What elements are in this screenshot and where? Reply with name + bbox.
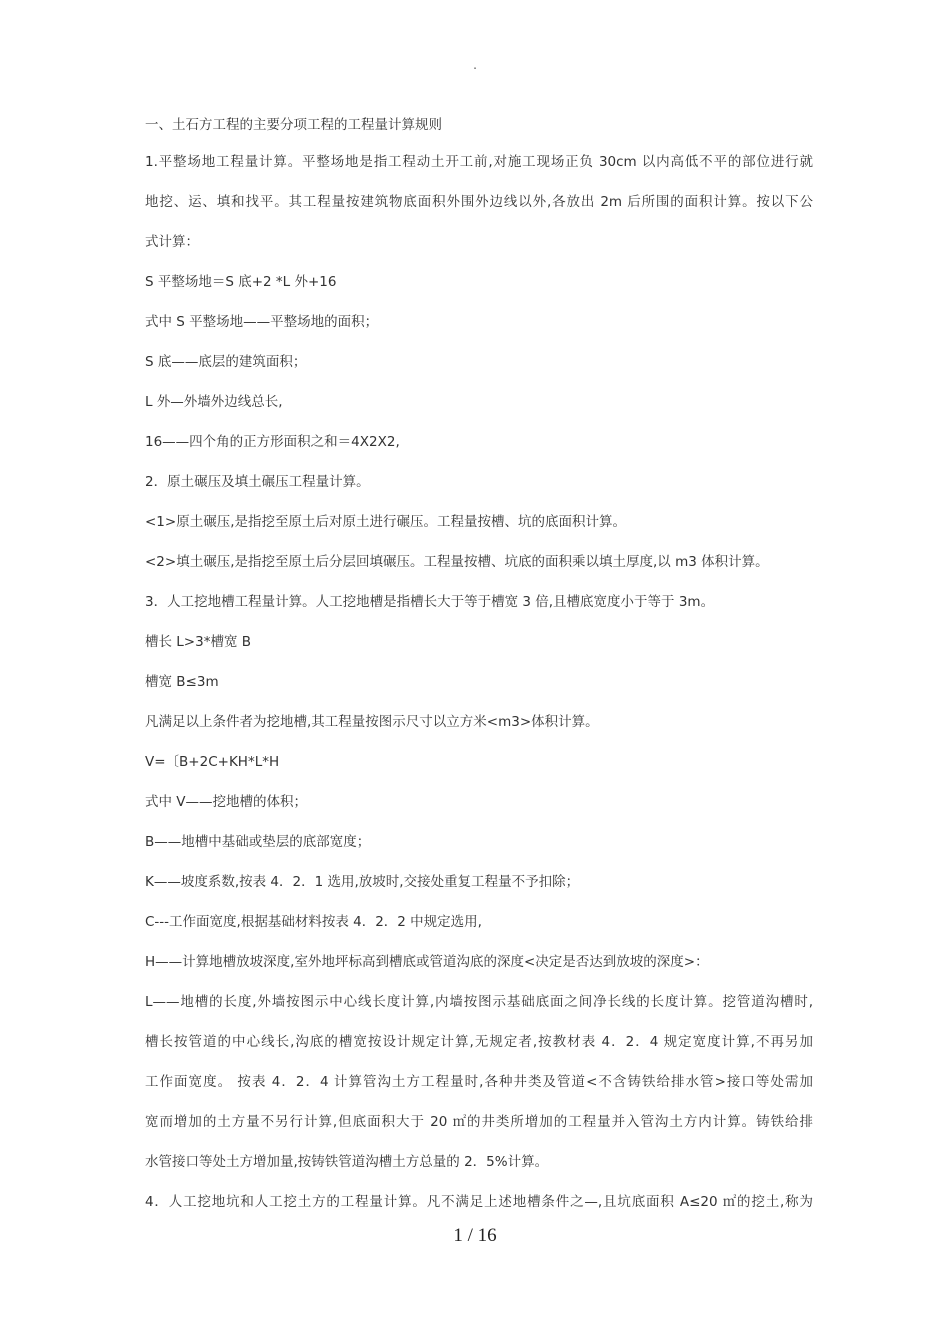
paragraph-line: K——坡度系数,按表 4．2．1 选用,放坡时,交接处重复工程量不予扣除； [145, 874, 580, 890]
paragraph-line: 1.平整场地工程量计算。平整场地是指工程动土开工前,对施工现场正负 30cm 以内高低不平的部位进行就 [145, 154, 813, 170]
paragraph-line: C---工作面宽度,根据基础材料按表 4．2．2 中规定选用, [145, 914, 482, 930]
paragraph-line: 凡满足以上条件者为挖地槽,其工程量按图示尺寸以立方米<m3>体积计算。 [145, 714, 599, 730]
header-mark: . [473, 58, 477, 72]
paragraph-line: <1>原土碾压,是指挖至原土后对原土进行碾压。工程量按槽、坑的底面积计算。 [145, 514, 627, 530]
formula-line: 槽宽 B≤3m [145, 674, 219, 690]
paragraph-line: L 外—外墙外边线总长, [145, 394, 283, 410]
formula-line: V=〔B+2C+KH*L*H [145, 754, 280, 770]
formula-line: 槽长 L>3*槽宽 B [145, 634, 252, 650]
paragraph-line: 工作面宽度。 按表 4．2．4 计算管沟土方工程量时,各种井类及管道<不含铸铁给排水管>接口等处需加 [145, 1074, 813, 1090]
paragraph-line: 槽长按管道的中心线长,沟底的槽宽按设计规定计算,无规定者,按教材表 4．2．4 规定宽度计算,不再另加 [145, 1034, 813, 1050]
paragraph-line: 4．人工挖地坑和人工挖土方的工程量计算。凡不满足上述地槽条件之—,且坑底面积 A≤20 ㎡的挖土,称为 [145, 1194, 813, 1210]
formula-line: S 平整场地＝S 底+2 *L 外+16 [145, 274, 337, 290]
paragraph-line: 水管接口等处土方增加量,按铸铁管道沟槽土方总量的 2．5%计算。 [145, 1154, 549, 1170]
paragraph-line: 地挖、运、填和找平。其工程量按建筑物底面积外围外边线以外,各放出 2m 后所围的面积计算。按以下公 [145, 194, 813, 210]
paragraph-line: 16——四个角的正方形面积之和＝4X2X2, [145, 434, 400, 450]
paragraph-line: 3．人工挖地槽工程量计算。人工挖地槽是指槽长大于等于槽宽 3 倍,且槽底宽度小于等于 3m。 [145, 594, 715, 610]
page-indicator: 1 / 16 [453, 1225, 497, 1246]
paragraph-line: 式中 S 平整场地——平整场地的面积； [145, 314, 379, 330]
paragraph-line: S 底——底层的建筑面积； [145, 354, 307, 370]
document-body [145, 109, 813, 1222]
paragraph-line: H——计算地槽放坡深度,室外地坪标高到槽底或管道沟底的深度<决定是否达到放坡的深度>： [145, 954, 709, 970]
paragraph-line: 式中 V——挖地槽的体积； [145, 794, 308, 810]
paragraph-line: 宽而增加的土方量不另行计算,但底面积大于 20 ㎡的井类所增加的工程量并入管沟土方内计算。铸铁给排 [145, 1114, 813, 1130]
section-heading: 一、土石方工程的主要分项工程的工程量计算规则 [145, 117, 442, 133]
paragraph-line: B——地槽中基础或垫层的底部宽度； [145, 834, 371, 850]
paragraph-line: 2．原土碾压及填土碾压工程量计算。 [145, 474, 370, 490]
paragraph-line: 式计算： [145, 234, 199, 250]
paragraph-line: <2>填土碾压,是指挖至原土后分层回填碾压。工程量按槽、坑底的面积乘以填土厚度,以 m3 体积计算。 [145, 554, 769, 570]
paragraph-line: L——地槽的长度,外墙按图示中心线长度计算,内墙按图示基础底面之间净长线的长度计算。挖管道沟槽时, [145, 994, 813, 1010]
